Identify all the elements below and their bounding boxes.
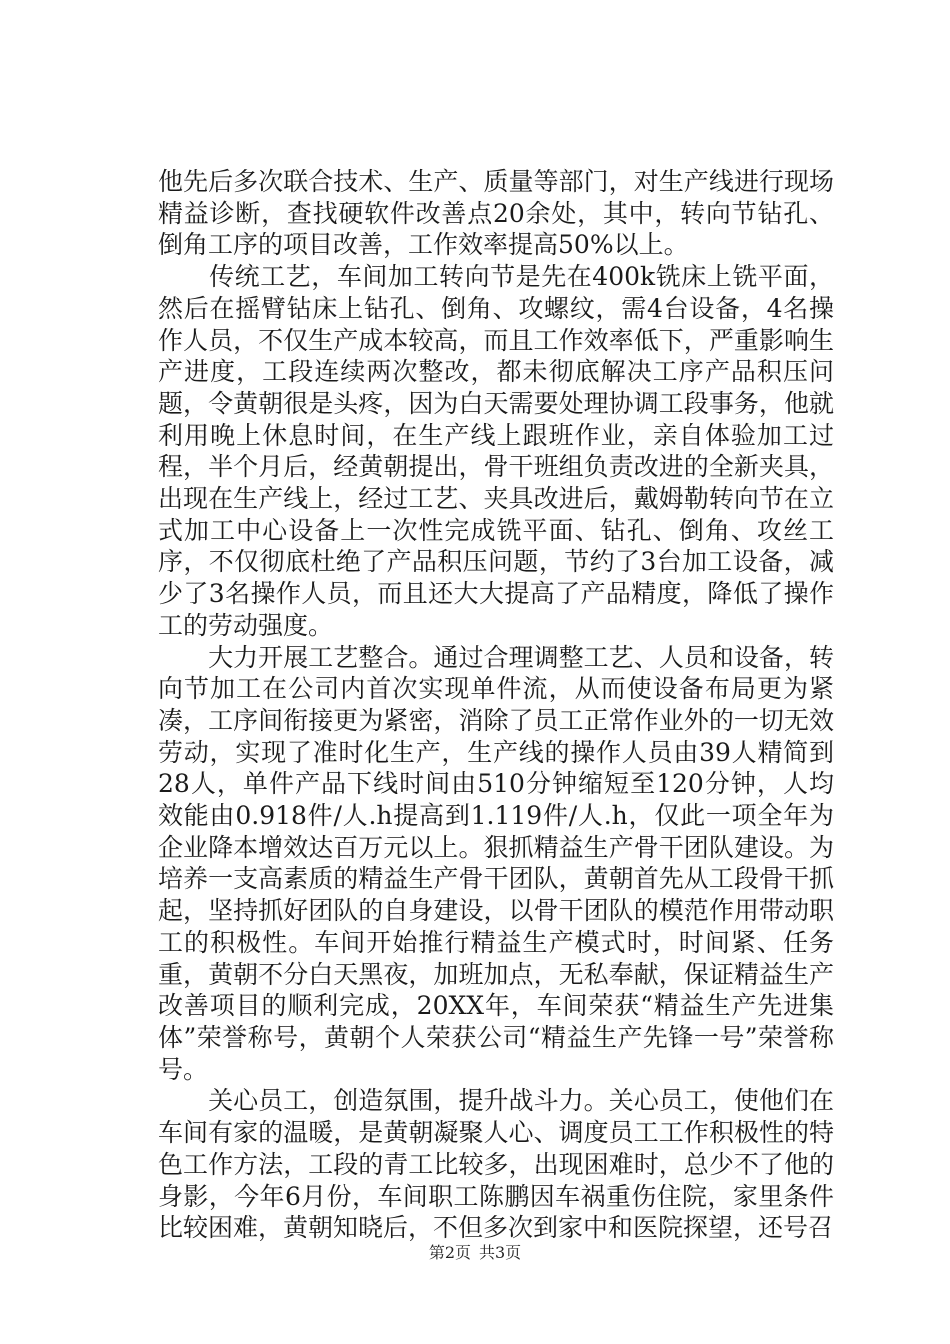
page-total: 共3页	[479, 1243, 522, 1262]
paragraph-3: 大力开展工艺整合。通过合理调整工艺、人员和设备，转向节加工在公司内首次实现单件流，从而使设备布局更为紧凑，工序间衔接更为紧密，消除了员工正常作业外的一切无效劳动，实现了准时化生产，生产线的操作人员由39人精简到28人，单件产品下线时间由510分钟缩短至120分钟，人均效能由0.918件/人.h提高到1.119件/人.h，仅此一项全年为企业降本增效达百万元以上。狠抓精益生产骨干团队建设。为培养一支高素质的精益生产骨干团队，黄朝首先从工段骨干抓起，坚持抓好团队的自身建设，以骨干团队的模范作用带动职工的积极性。车间开始推行精益生产模式时，时间紧、任务重，黄朝不分白天黑夜，加班加点，无私奉献，保证精益生产改善项目的顺利完成，20XX年，车间荣获“精益生产先进集体”荣誉称号，黄朝个人荣获公司“精益生产先锋一号”荣誉称号。	[158, 642, 834, 1084]
page-number: 第2页	[428, 1243, 471, 1262]
paragraph-2: 传统工艺，车间加工转向节是先在400k铣床上铣平面，然后在摇臂钻床上钻孔、倒角、攻螺纹，需4台设备，4名操作人员，不仅生产成本较高，而且工作效率低下，严重影响生产进度，工段连续两次整改，都未彻底解决工序产品积压问题，令黄朝很是头疼，因为白天需要处理协调工段事务，他就利用晚上休息时间，在生产线上跟班作业，亲自体验加工过程，半个月后，经黄朝提出，骨干班组负责改进的全新夹具，出现在生产线上，经过工艺、夹具改进后，戴姆勒转向节在立式加工中心设备上一次性完成铣平面、钻孔、倒角、攻丝工序，不仅彻底杜绝了产品积压问题，节约了3台加工设备，减少了3名操作人员，而且还大大提高了产品精度，降低了操作工的劳动强度。	[158, 262, 834, 640]
page-footer	[0, 1240, 950, 1263]
document-body	[158, 166, 834, 1244]
paragraph-1: 他先后多次联合技术、生产、质量等部门，对生产线进行现场精益诊断，查找硬软件改善点20余处，其中，转向节钻孔、倒角工序的项目改善，工作效率提高50%以上。	[158, 167, 834, 260]
paragraph-4: 关心员工，创造氛围，提升战斗力。关心员工，使他们在车间有家的温暖，是黄朝凝聚人心、调度员工工作积极性的特色工作方法，工段的青工比较多，出现困难时，总少不了他的身影，今年6月份，车间职工陈鹏因车祸重伤住院，家里条件比较困难，黄朝知晓后，不但多次到家中和医院探望，还号召	[158, 1086, 834, 1243]
